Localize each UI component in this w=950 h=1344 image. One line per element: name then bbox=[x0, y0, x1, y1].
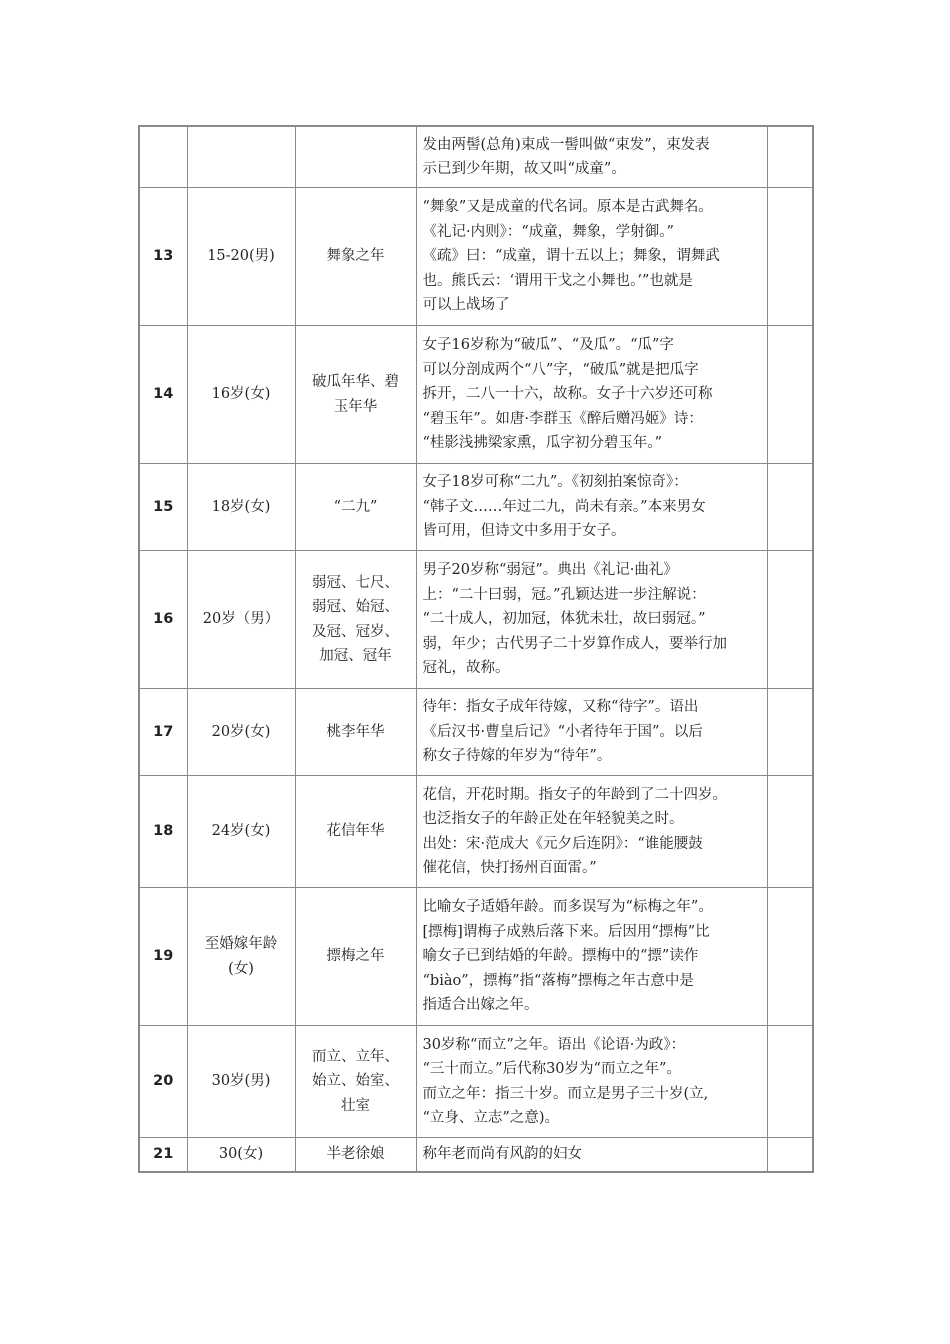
table-row bbox=[139, 326, 813, 464]
description-line: 《后汉书·曹皇后记》“小者待年于国”。以后 bbox=[422, 723, 703, 740]
age-cell: 20岁（男） bbox=[187, 551, 295, 689]
title-name-line: 及冠、冠岁、 bbox=[312, 623, 399, 640]
title-name-line: 舞象之年 bbox=[326, 248, 385, 265]
row-number-cell: 18 bbox=[139, 776, 187, 888]
title-name-cell bbox=[295, 551, 416, 689]
description-line: 而立之年：指三十岁。而立是男子三十岁(立, bbox=[422, 1085, 709, 1102]
description-line: 女子18岁可称“二九”。《初刻拍案惊奇》： bbox=[422, 474, 688, 491]
description-line: 催花信，快打扬州百面雷。” bbox=[422, 860, 597, 876]
row-number-cell: 20 bbox=[139, 1026, 187, 1138]
description-line: 皆可用，但诗文中多用于女子。 bbox=[422, 523, 626, 540]
title-name-line: 弱冠、七尺、 bbox=[312, 574, 399, 591]
title-name-cell bbox=[295, 888, 416, 1026]
title-name-line: 桃李年华 bbox=[326, 723, 385, 740]
table-row bbox=[139, 551, 813, 689]
description-line: 花信，开花时期。指女子的年龄到了二十四岁。 bbox=[422, 786, 727, 803]
title-name-cell bbox=[295, 1026, 416, 1138]
title-name-cell bbox=[295, 689, 416, 776]
table-row bbox=[139, 689, 813, 776]
title-name-line: 摽梅之年 bbox=[326, 948, 385, 965]
empty-cell bbox=[767, 689, 813, 776]
description-cell bbox=[416, 689, 767, 776]
description-line: 比喻女子适婚年龄。而多误写为“标梅之年”。 bbox=[422, 899, 713, 916]
table-row bbox=[139, 888, 813, 1026]
title-name-line: 而立、立年、 bbox=[312, 1048, 399, 1065]
description-line: 可以上战场了 bbox=[422, 297, 510, 314]
title-name-line: “二九” bbox=[333, 498, 378, 515]
age-cell: 30岁(男) bbox=[187, 1026, 295, 1138]
description-line: 示已到少年期，故又叫“成童”。 bbox=[422, 161, 626, 177]
age-cell: 18岁(女) bbox=[187, 464, 295, 551]
title-name-cell bbox=[295, 1138, 416, 1173]
row-number-cell: 15 bbox=[139, 464, 187, 551]
age-cell: 30(女) bbox=[187, 1138, 295, 1173]
description-line: 上：“二十曰弱，冠。”孔颖达进一步注解说： bbox=[422, 586, 706, 603]
row-number-cell: 16 bbox=[139, 551, 187, 689]
table-row bbox=[139, 1138, 813, 1173]
table-body bbox=[139, 126, 813, 1172]
description-line: 冠礼，故称。 bbox=[422, 660, 510, 677]
empty-cell bbox=[767, 1026, 813, 1138]
title-name-line: 弱冠、始冠、 bbox=[312, 599, 399, 615]
description-line: [摽梅]谓梅子成熟后落下来。后因用“摽梅”比 bbox=[422, 923, 710, 940]
title-name-line: 始立、始室、 bbox=[312, 1073, 399, 1090]
description-line: 女子16岁称为“破瓜”、“及瓜”。“瓜”字 bbox=[422, 337, 674, 354]
empty-cell bbox=[767, 888, 813, 1026]
age-cell: 15-20(男) bbox=[187, 188, 295, 326]
table-row bbox=[139, 188, 813, 326]
description-cell bbox=[416, 326, 767, 464]
empty-cell bbox=[767, 464, 813, 551]
table-row bbox=[139, 1026, 813, 1138]
description-line: 出处：宋·范成大《元夕后连阴》：“谁能腰鼓 bbox=[422, 835, 703, 852]
description-line: 拆开，二八一十六，故称。女子十六岁还可称 bbox=[422, 386, 713, 403]
description-line: 弱，年少；古代男子二十岁算作成人，要举行加 bbox=[422, 635, 727, 652]
title-name-line: 半老徐娘 bbox=[326, 1146, 385, 1163]
table-row bbox=[139, 464, 813, 551]
title-name-line: 壮室 bbox=[341, 1097, 370, 1114]
age-cell bbox=[187, 126, 295, 188]
title-name-cell bbox=[295, 464, 416, 551]
description-line: “二十成人，初加冠，体犹未壮，故曰弱冠。” bbox=[422, 611, 706, 628]
row-number-cell: 19 bbox=[139, 888, 187, 1026]
age-text: 至婚嫁年龄 (女) bbox=[204, 936, 278, 977]
age-cell bbox=[187, 888, 295, 1026]
age-cell: 24岁(女) bbox=[187, 776, 295, 888]
row-number-cell: 14 bbox=[139, 326, 187, 464]
description-line: “桂影浅拂梁家熏，瓜字初分碧玉年。” bbox=[422, 435, 663, 452]
title-name-cell bbox=[295, 188, 416, 326]
title-name-line: 花信年华 bbox=[326, 823, 385, 840]
description-line: “立身、立志”之意)。 bbox=[422, 1110, 559, 1126]
description-line: 男子20岁称“弱冠”。典出《礼记·曲礼》 bbox=[422, 562, 678, 579]
description-cell bbox=[416, 1026, 767, 1138]
table-row bbox=[139, 776, 813, 888]
empty-cell bbox=[767, 776, 813, 888]
empty-cell bbox=[767, 326, 813, 464]
description-cell bbox=[416, 464, 767, 551]
description-line: “biào”，摽梅”指“落梅”摽梅之年古意中是 bbox=[422, 972, 694, 989]
title-name-cell bbox=[295, 326, 416, 464]
description-cell bbox=[416, 776, 767, 888]
row-number-cell: 17 bbox=[139, 689, 187, 776]
description-line: “韩子文……年过二九，尚未有亲。”本来男女 bbox=[422, 498, 706, 515]
title-name-line: 玉年华 bbox=[333, 398, 378, 415]
description-line: 30岁称“而立”之年。语出《论语·为政》： bbox=[422, 1036, 686, 1053]
description-cell bbox=[416, 1138, 767, 1173]
title-name-line: 加冠、冠年 bbox=[319, 648, 392, 664]
description-cell bbox=[416, 126, 767, 188]
empty-cell bbox=[767, 188, 813, 326]
description-line: 称年老而尚有风韵的妇女 bbox=[422, 1146, 582, 1163]
row-number-cell: 21 bbox=[139, 1138, 187, 1173]
description-line: 发由两髻(总角)束成一髻叫做“束发”，束发表 bbox=[422, 136, 710, 153]
age-title-table bbox=[138, 125, 814, 1173]
description-cell bbox=[416, 188, 767, 326]
empty-cell bbox=[767, 1138, 813, 1173]
empty-cell bbox=[767, 126, 813, 188]
description-line: 也。熊氏云：‘谓用干戈之小舞也。’”也就是 bbox=[422, 272, 693, 289]
row-number-cell bbox=[139, 126, 187, 188]
description-line: 称女子待嫁的年岁为“待年”。 bbox=[422, 748, 612, 765]
description-line: 可以分剖成两个“八”字，“破瓜”就是把瓜字 bbox=[422, 361, 699, 378]
description-line: 《礼记·内则》：“成童，舞象，学射御。” bbox=[422, 223, 674, 240]
description-line: “三十而立。”后代称30岁为“而立之年”。 bbox=[422, 1061, 681, 1077]
age-cell: 20岁(女) bbox=[187, 689, 295, 776]
description-line: “碧玉年”。如唐·李群玉《醉后赠冯姬》诗： bbox=[422, 410, 703, 427]
title-name-line: 破瓜年华、碧 bbox=[312, 374, 399, 390]
description-line: 指适合出嫁之年。 bbox=[422, 997, 539, 1014]
age-cell: 16岁(女) bbox=[187, 326, 295, 464]
description-cell bbox=[416, 551, 767, 689]
description-line: 待年：指女子成年待嫁，又称“待字”。语出 bbox=[422, 699, 699, 716]
title-name-cell bbox=[295, 126, 416, 188]
empty-cell bbox=[767, 551, 813, 689]
description-cell bbox=[416, 888, 767, 1026]
row-number-cell: 13 bbox=[139, 188, 187, 326]
description-line: 也泛指女子的年龄正处在年轻貌美之时。 bbox=[422, 811, 684, 827]
description-line: “舞象”又是成童的代名词。原本是古武舞名。 bbox=[422, 199, 713, 216]
description-line: 喻女子已到结婚的年龄。摽梅中的“摽”读作 bbox=[422, 948, 699, 965]
table-row bbox=[139, 126, 813, 188]
description-line: 《疏》曰：“成童，谓十五以上；舞象，谓舞武 bbox=[422, 248, 720, 265]
title-name-cell bbox=[295, 776, 416, 888]
